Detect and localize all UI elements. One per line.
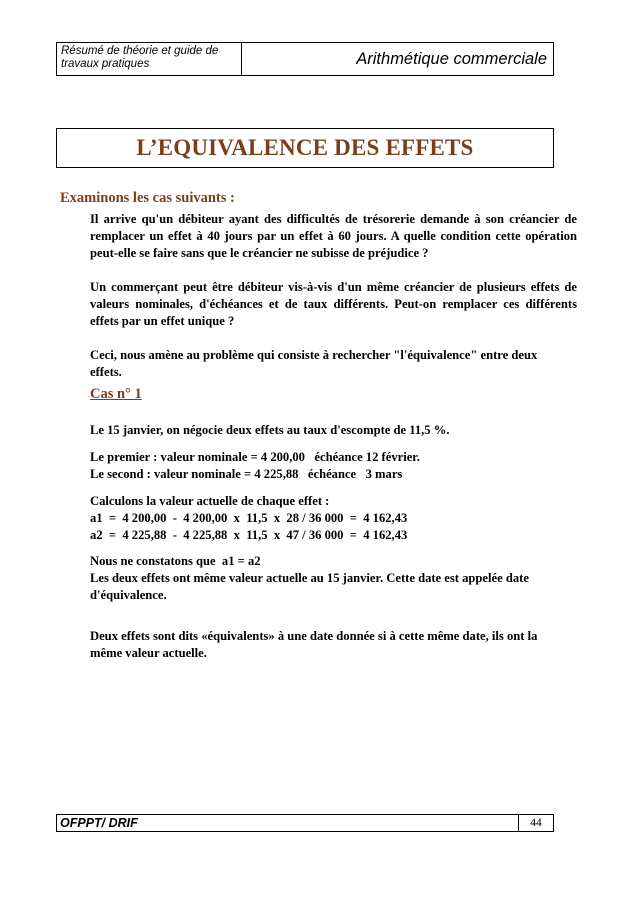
- case-statement: Le 15 janvier, on négocie deux effets au taux d'escompte de 11,5 %.: [90, 423, 450, 437]
- footer-organization: OFPPT/ DRIF: [60, 816, 138, 830]
- case-heading: Cas n° 1: [90, 386, 142, 402]
- calculation-intro: Calculons la valeur actuelle de chaque effet :: [90, 494, 330, 508]
- second-effect: Le second : valeur nominale = 4 225,88 échéance 3 mars: [90, 467, 403, 481]
- page-number: 44: [518, 815, 553, 831]
- definition-block: [90, 628, 577, 662]
- header-left-cell: [57, 43, 242, 75]
- paragraph-1: Il arrive qu'un débiteur ayant des difficultés de trésorerie demande à son créancier de remplacer un effet à 40 jours par un effet à 60 jours. A quelle condition cette opération peut-elle se faire sans que le créancier ne subisse de préjudice ?: [90, 212, 577, 260]
- header-subtitle-line2: travaux pratiques: [61, 58, 150, 70]
- definition-line1: Deux effets sont dits «équivalents» à une date donnée si à cette même date, ils ont la: [90, 629, 538, 643]
- paragraph-3: [90, 347, 577, 381]
- effects-block: [90, 449, 577, 483]
- title-box: [56, 128, 554, 168]
- first-effect: Le premier : valeur nominale = 4 200,00 échéance 12 février.: [90, 450, 420, 464]
- calculation-a1: a1 = 4 200,00 - 4 200,00 x 11,5 x 28 / 36 000 = 4 162,43: [90, 511, 408, 525]
- intro-heading: Examinons les cas suivants :: [60, 190, 235, 206]
- header-title: Arithmétique commerciale: [356, 49, 547, 68]
- header-subtitle-line1: Résumé de théorie et guide de: [61, 45, 219, 57]
- calculation-a2: a2 = 4 225,88 - 4 225,88 x 11,5 x 47 / 36 000 = 4 162,43: [90, 528, 408, 542]
- paragraph-3-line1: Ceci, nous amène au problème qui consiste à rechercher "l'équivalence" entre deux: [90, 348, 538, 362]
- conclusion-block: [90, 553, 577, 604]
- paragraph-2: Un commerçant peut être débiteur vis-à-vis d'un même créancier de plusieurs effets de valeurs nominales, d'échéances et de taux différents. Peut-on remplacer ces différents effets par un effet unique ?: [90, 280, 577, 328]
- page-title: L’EQUIVALENCE DES EFFETS: [136, 135, 474, 160]
- conclusion-line1: Les deux effets ont même valeur actuelle au 15 janvier. Cette date est appelée date: [90, 571, 529, 585]
- paragraph-3-line2: effets.: [90, 365, 122, 379]
- constat-line: Nous ne constatons que a1 = a2: [90, 554, 261, 568]
- page-header: [56, 42, 554, 76]
- calculation-block: [90, 493, 577, 544]
- page-footer: [56, 814, 554, 832]
- conclusion-line2: d'équivalence.: [90, 588, 167, 602]
- definition-line2: même valeur actuelle.: [90, 646, 207, 660]
